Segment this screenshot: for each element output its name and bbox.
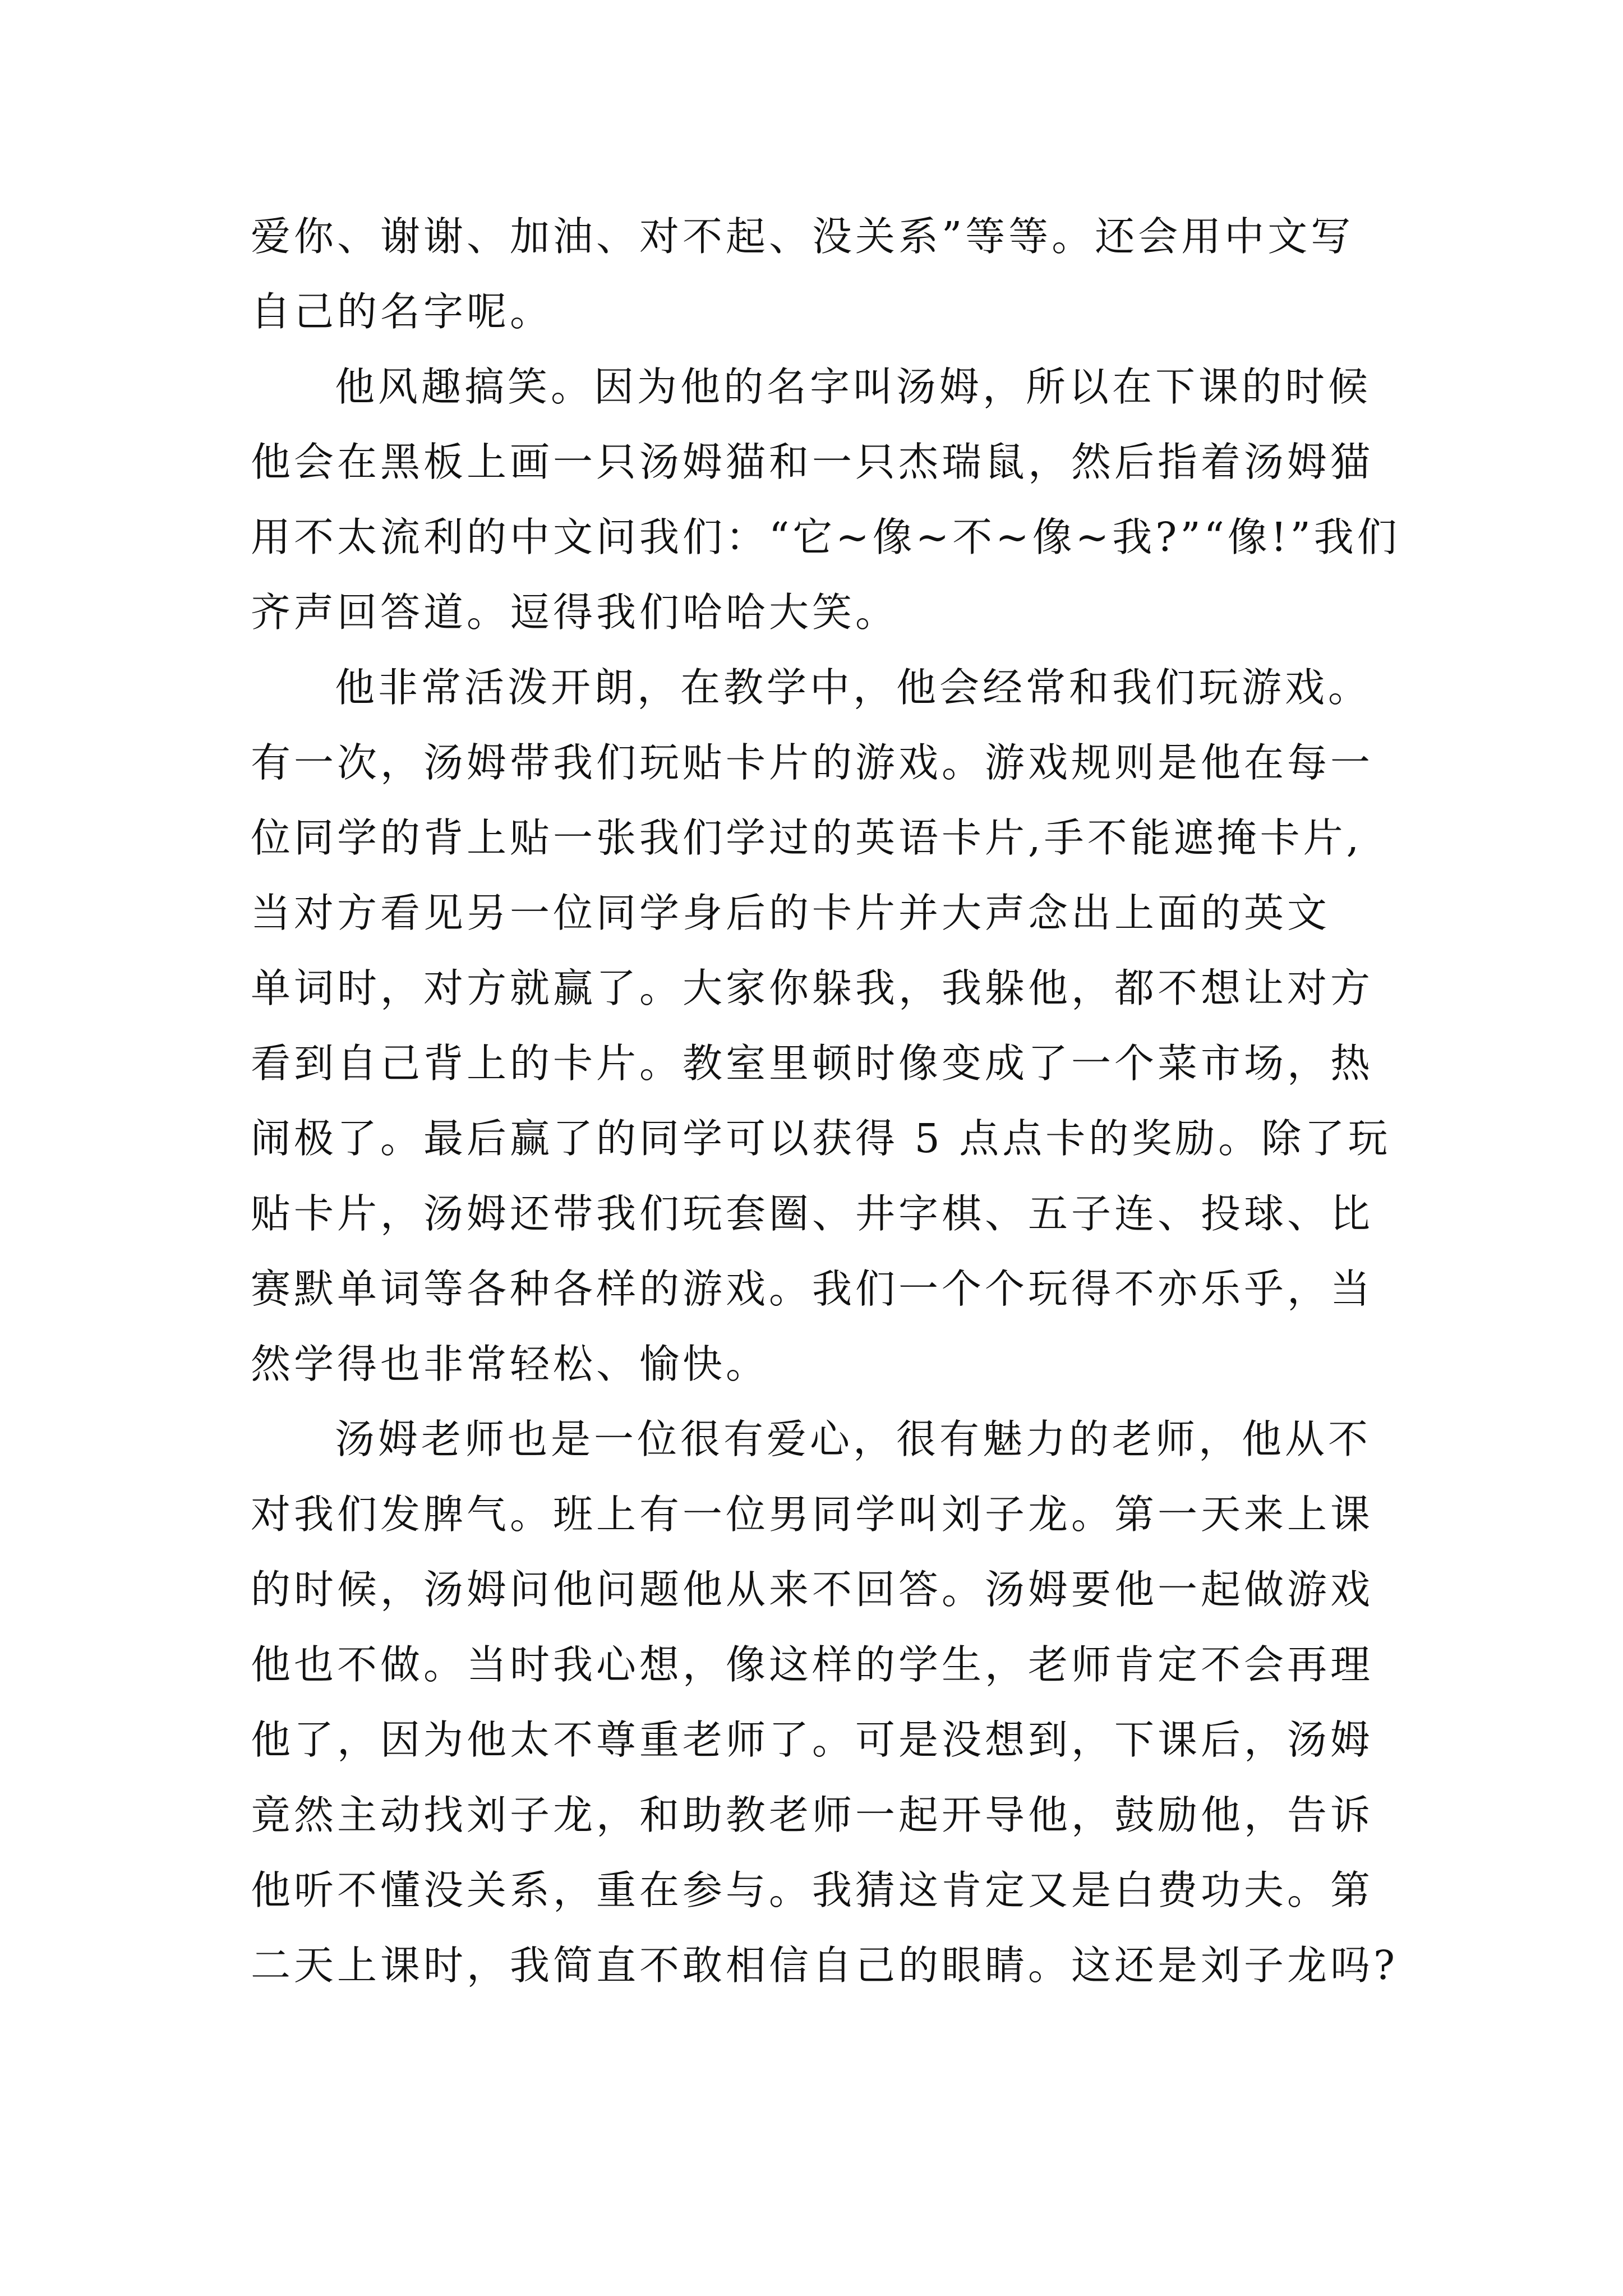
text-line: 竟然主动找刘子龙，和助教老师一起开导他，鼓励他，告诉 <box>251 1792 1374 1838</box>
text-line: 有一次，汤姆带我们玩贴卡片的游戏。游戏规则是他在每一 <box>251 739 1374 786</box>
text-line: 齐声回答道。逗得我们哈哈大笑。 <box>251 589 899 636</box>
text-line: 赛默单词等各种各样的游戏。我们一个个玩得不亦乐乎，当 <box>251 1266 1374 1312</box>
text-line: 看到自己背上的卡片。教室里顿时像变成了一个菜市场，热 <box>251 1040 1374 1087</box>
text-line: 的时候，汤姆问他问题他从来不回答。汤姆要他一起做游戏 <box>251 1566 1374 1613</box>
paragraph-start-line: 汤姆老师也是一位很有爱心，很有魅力的老师，他从不 <box>335 1416 1372 1462</box>
text-line: 用不太流利的中文问我们：“它~像~不~像~我?”“像!”我们 <box>251 514 1400 560</box>
text-line: 单词时，对方就赢了。大家你躲我，我躲他，都不想让对方 <box>251 965 1374 1011</box>
text-line: 对我们发脾气。班上有一位男同学叫刘子龙。第一天来上课 <box>251 1491 1374 1538</box>
text-line: 位同学的背上贴一张我们学过的英语卡片,手不能遮掩卡片, <box>251 815 1363 861</box>
paragraph-start-line: 他非常活泼开朗，在教学中，他会经常和我们玩游戏。 <box>335 664 1372 711</box>
text-line: 爱你、谢谢、加油、对不起、没关系”等等。还会用中文写 <box>251 213 1354 260</box>
text-line: 他了，因为他太不尊重老师了。可是没想到，下课后，汤姆 <box>251 1717 1374 1763</box>
paragraph-start-line: 他风趣搞笑。因为他的名字叫汤姆，所以在下课的时候 <box>335 364 1372 410</box>
text-line: 二天上课时，我简直不敢相信自己的眼睛。这还是刘子龙吗? <box>251 1942 1399 1989</box>
text-line: 当对方看见另一位同学身后的卡片并大声念出上面的英文 <box>251 890 1331 936</box>
text-line: 他也不做。当时我心想，像这样的学生，老师肯定不会再理 <box>251 1641 1374 1688</box>
body-text <box>251 199 1412 2003</box>
text-line: 闹极了。最后赢了的同学可以获得 5 点点卡的奖励。除了玩 <box>251 1115 1391 1162</box>
text-line: 自己的名字呢。 <box>251 288 554 335</box>
text-line: 他会在黑板上画一只汤姆猫和一只杰瑞鼠，然后指着汤姆猫 <box>251 439 1374 485</box>
text-line: 贴卡片，汤姆还带我们玩套圈、井字棋、五子连、投球、比 <box>251 1190 1374 1237</box>
text-line: 他听不懂没关系，重在参与。我猜这肯定又是白费功夫。第 <box>251 1867 1374 1913</box>
text-line: 然学得也非常轻松、愉快。 <box>251 1341 769 1387</box>
